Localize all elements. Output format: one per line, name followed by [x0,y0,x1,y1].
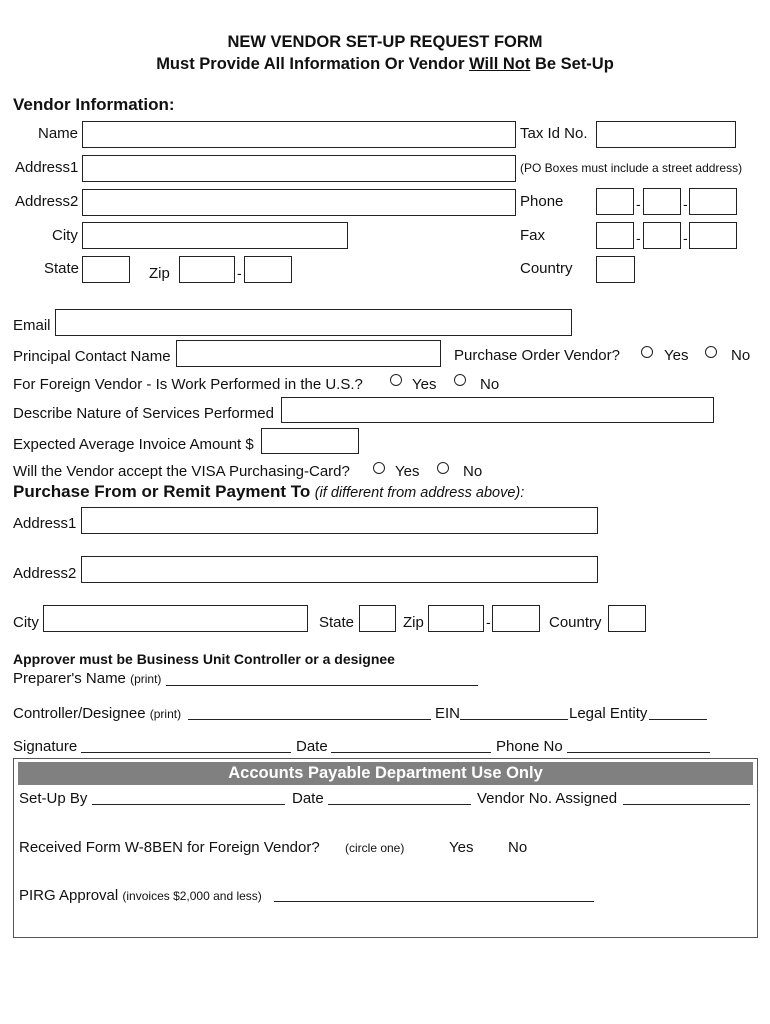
remit-country-field[interactable] [608,605,646,632]
remit-city-label: City [13,614,39,631]
visa-no-radio[interactable] [437,462,449,474]
po-vendor-no-radio[interactable] [705,346,717,358]
phone-dash: - [636,196,641,212]
invoice-amount-label: Expected Average Invoice Amount $ [13,436,254,453]
phone-area-field[interactable] [596,188,634,215]
name-label: Name [38,125,79,142]
country-field[interactable] [596,256,635,283]
phone-dash: - [683,196,688,212]
controller-print-note: (print) [149,707,182,721]
principal-contact-field[interactable] [176,340,441,367]
fax-line-field[interactable] [689,222,737,249]
vendor-section-title: Vendor Information: [13,95,175,114]
remit-state-label: State [319,614,355,631]
approver-date-label: Date [296,738,328,755]
setup-by-label: Set-Up By [19,790,88,807]
phone-no-line[interactable] [567,752,710,753]
w8ben-label: Received Form W-8BEN for Foreign Vendor? [19,839,320,856]
approver-heading: Approver must be Business Unit Controller or a designee [13,651,395,667]
remit-zip-label: Zip [403,614,424,631]
foreign-yes-radio[interactable] [390,374,402,386]
zip-ext-field[interactable] [244,256,292,283]
invoice-amount-field[interactable] [261,428,359,454]
services-field[interactable] [281,397,714,423]
po-vendor-no-label: No [731,347,751,364]
remit-state-field[interactable] [359,605,396,632]
remit-address1-field[interactable] [81,507,598,534]
setup-by-line[interactable] [92,804,285,805]
ap-date-label: Date [292,790,324,807]
vendor-no-line[interactable] [623,804,750,805]
fax-label: Fax [520,227,546,244]
signature-line[interactable] [81,752,291,753]
controller-line[interactable] [188,719,431,720]
state-field[interactable] [82,256,130,283]
fax-area-field[interactable] [596,222,634,249]
address2-field[interactable] [82,189,516,216]
remit-address1-label: Address1 [13,515,77,532]
phone-label: Phone [520,193,564,210]
ein-label: EIN [435,705,461,722]
circle-one-note: (circle one) [345,841,405,855]
preparer-name-line[interactable] [166,685,478,686]
po-box-note: (PO Boxes must include a street address) [520,161,743,175]
remit-city-field[interactable] [43,605,308,632]
address1-label: Address1 [15,159,79,176]
email-field[interactable] [55,309,572,336]
po-vendor-yes-radio[interactable] [641,346,653,358]
legal-entity-line[interactable] [649,719,707,720]
signature-label: Signature [13,738,78,755]
vendor-no-label: Vendor No. Assigned [477,790,618,807]
city-field[interactable] [82,222,348,249]
form-subtitle [0,55,770,74]
preparer-print-note: (print) [130,672,162,686]
pirg-line[interactable] [274,901,594,902]
visa-label: Will the Vendor accept the VISA Purchasing-Card? [13,463,350,480]
subtitle-pre: Must Provide All Information Or Vendor [156,55,470,73]
foreign-vendor-label: For Foreign Vendor - Is Work Performed in the U.S.? [13,376,363,393]
address1-field[interactable] [82,155,516,182]
remit-title-bold: Purchase From or Remit Payment To [13,482,311,501]
email-label: Email [13,317,51,334]
form-title: NEW VENDOR SET-UP REQUEST FORM [227,33,543,51]
phone-no-label: Phone No [496,738,563,755]
address2-label: Address2 [15,193,79,210]
controller-label [13,705,181,722]
city-label: City [52,227,78,244]
foreign-no-radio[interactable] [454,374,466,386]
w8ben-no[interactable]: No [508,839,528,856]
tax-id-label: Tax Id No. [520,125,588,142]
remit-address2-label: Address2 [13,565,77,582]
remit-zip-ext-field[interactable] [492,605,540,632]
phone-line-field[interactable] [689,188,737,215]
foreign-yes-label: Yes [412,376,437,393]
subtitle-post: Be Set-Up [530,55,614,73]
w8ben-yes[interactable]: Yes [449,839,474,856]
po-vendor-yes-label: Yes [664,347,689,364]
fax-dash: - [636,230,641,246]
ap-title-bar: Accounts Payable Department Use Only [18,762,753,785]
pirg-text: PIRG Approval [19,887,119,904]
remit-country-label: Country [549,614,602,631]
foreign-no-label: No [480,376,500,393]
preparer-name-text: Preparer's Name [13,670,126,687]
remit-section-title [13,482,524,502]
controller-text: Controller/Designee [13,705,146,722]
remit-zip-field[interactable] [428,605,484,632]
legal-entity-label: Legal Entity [569,705,648,722]
visa-yes-label: Yes [395,463,420,480]
fax-dash: - [683,230,688,246]
ap-date-line[interactable] [328,804,471,805]
name-field[interactable] [82,121,516,148]
pirg-note: (invoices $2,000 and less) [122,889,262,903]
preparer-label [13,670,161,687]
subtitle-emphasis: Will Not [469,55,531,73]
po-vendor-label: Purchase Order Vendor? [454,347,620,364]
state-label: State [44,260,80,277]
pirg-label [19,887,262,904]
remit-title-note: (if different from address above): [314,485,525,501]
remit-zip-dash: - [486,614,491,630]
zip-dash: - [237,265,242,281]
visa-no-label: No [463,463,483,480]
fax-prefix-field[interactable] [643,222,681,249]
phone-prefix-field[interactable] [643,188,681,215]
remit-address2-field[interactable] [81,556,598,583]
zip-label: Zip [149,265,170,282]
visa-yes-radio[interactable] [373,462,385,474]
approver-date-line[interactable] [331,752,491,753]
country-label: Country [520,260,573,277]
ein-line[interactable] [460,719,568,720]
tax-id-field[interactable] [596,121,736,148]
zip-field[interactable] [179,256,235,283]
principal-contact-label: Principal Contact Name [13,348,171,365]
services-label: Describe Nature of Services Performed [13,405,274,422]
